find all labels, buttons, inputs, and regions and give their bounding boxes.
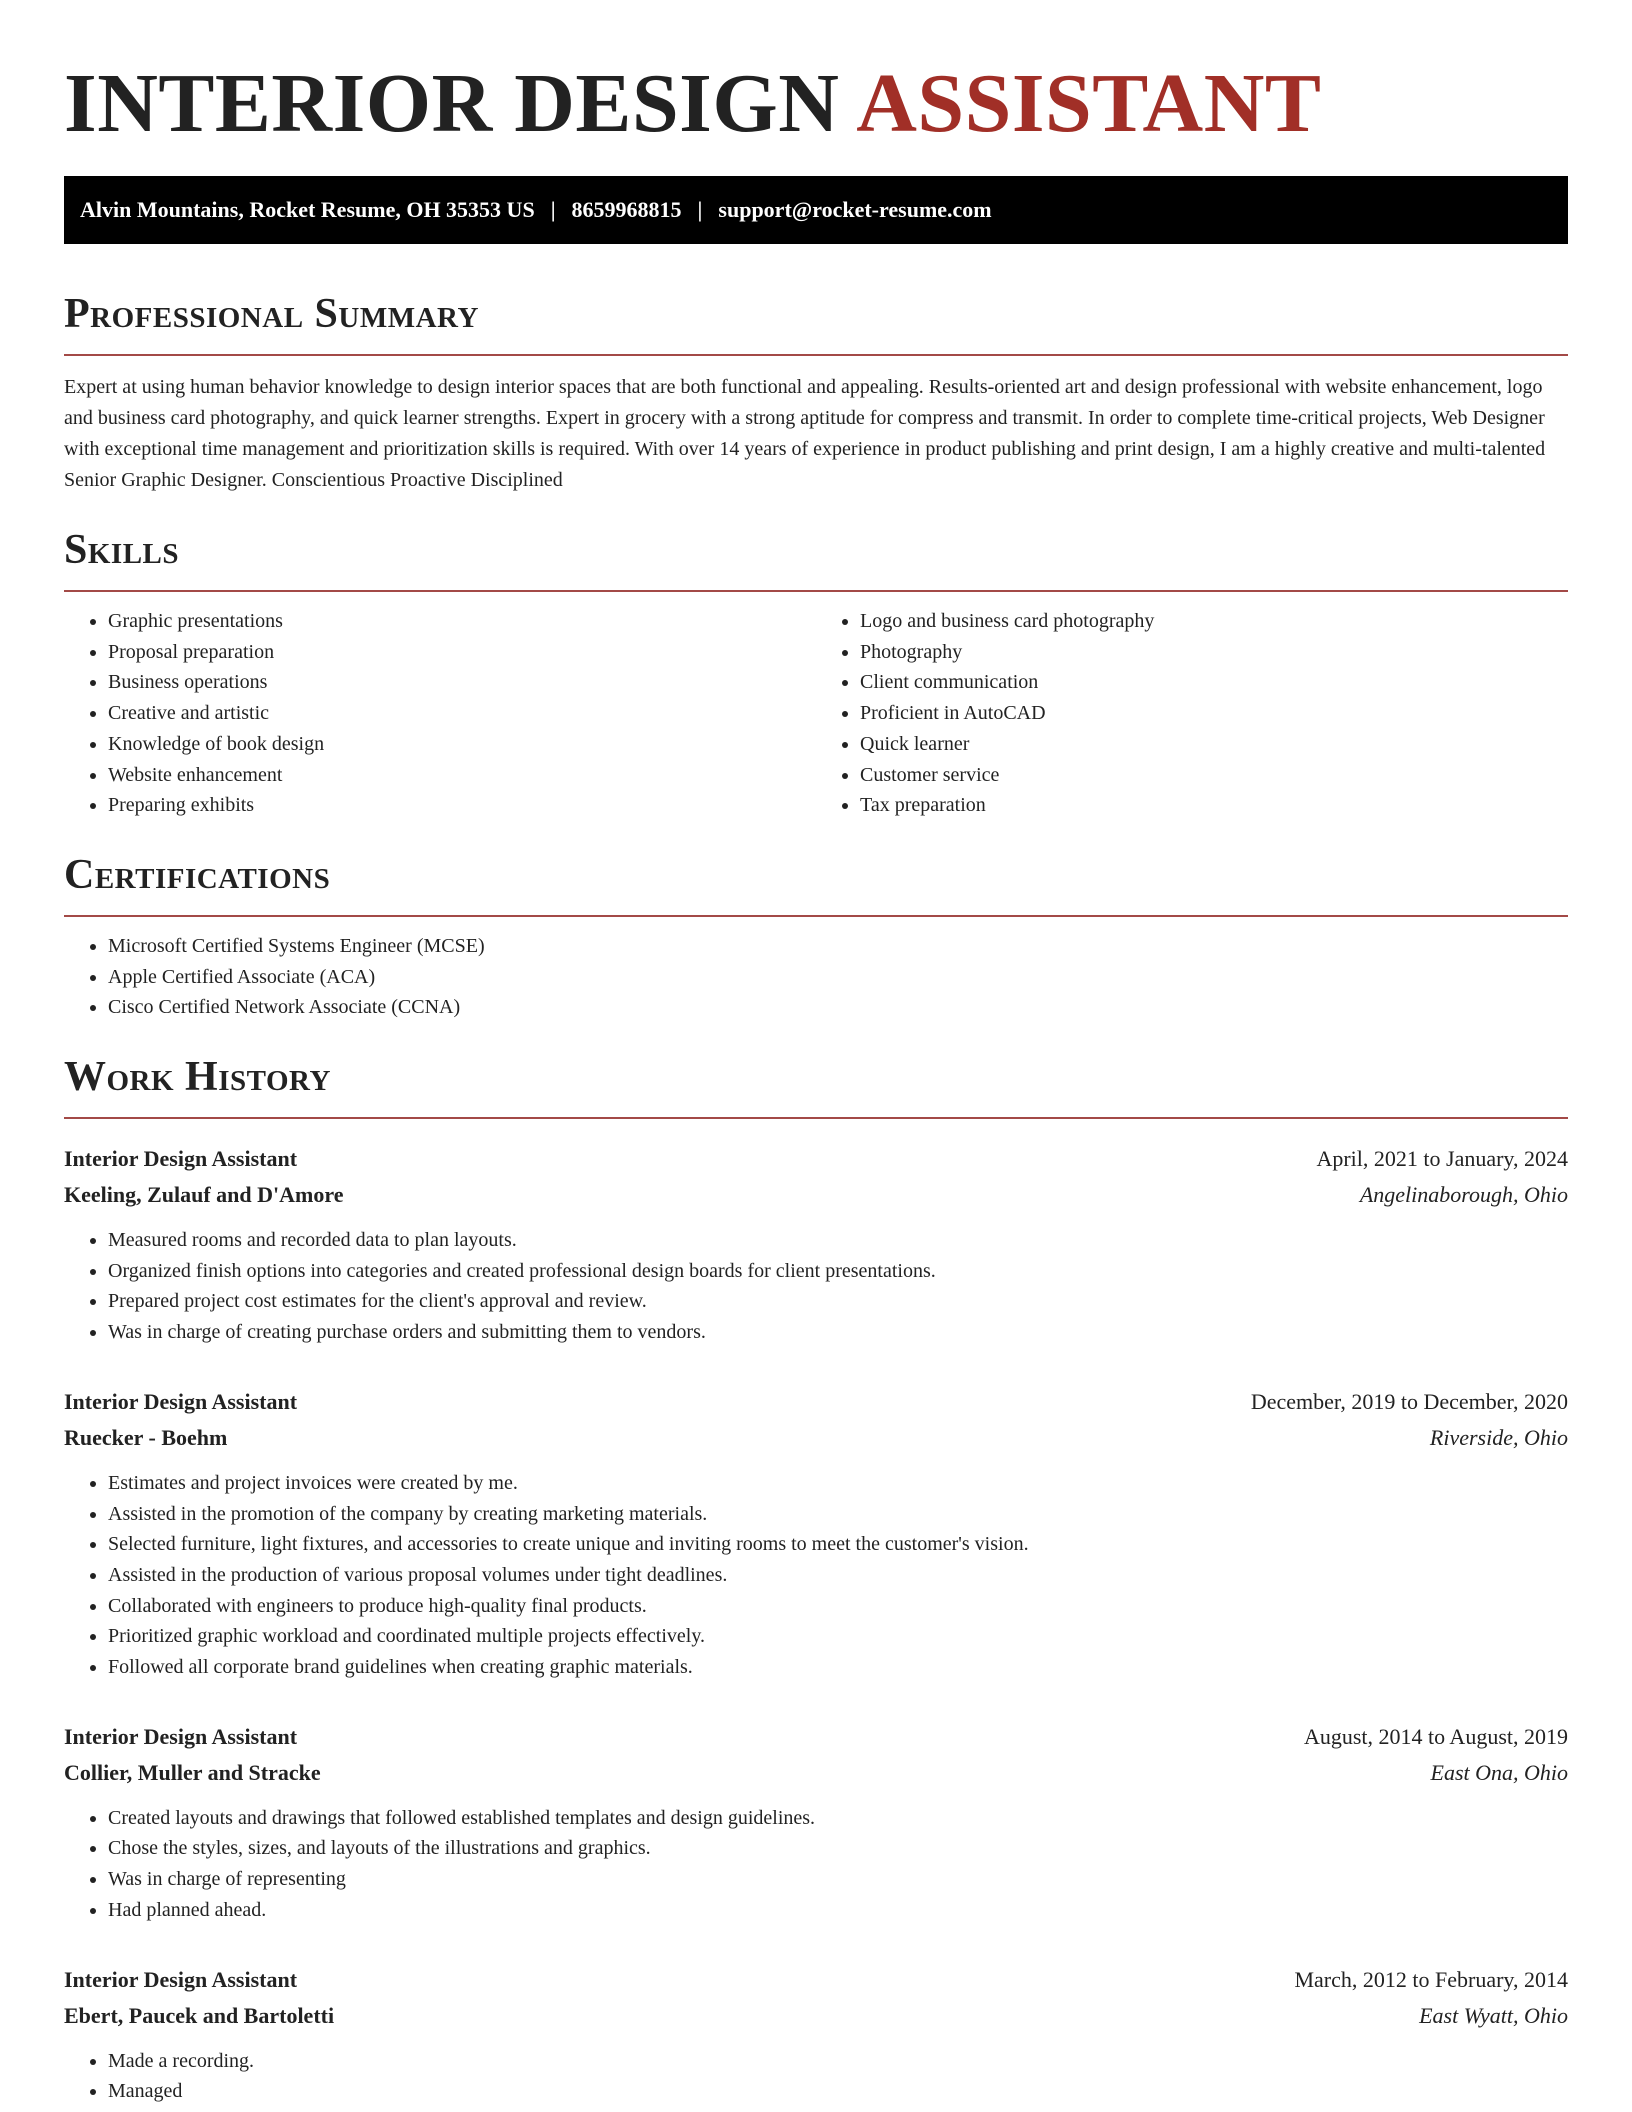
job-company-row xyxy=(64,1420,1568,1456)
title-main: INTERIOR DESIGN xyxy=(64,57,840,150)
contact-separator: | xyxy=(550,197,556,222)
skill-item: • Graphic presentations xyxy=(108,606,816,637)
certifications-section xyxy=(64,851,1568,1023)
job-dates: March, 2012 to February, 2014 xyxy=(1294,1966,1568,1992)
job-title-row xyxy=(64,1141,1568,1177)
job-company: Keeling, Zulauf and D'Amore xyxy=(64,1182,344,1208)
skill-item: • Client communication xyxy=(860,667,1568,698)
resume-page xyxy=(64,0,1568,2107)
summary-text: Expert at using human behavior knowledge to design interior spaces that are both functional and appealing. Results-oriented art and design professional with website enhancement, logo and business card photography, and quick learner strengths. Expert in grocery with a strong aptitude for compress and transmit. In order to complete time-critical projects, Web Designer with exceptional time management and prioritization skills is required. With over 14 years of experience in product publishing and print design, I am a highly creative and multi-talented Senior Graphic Designer. Conscientious Proactive Disciplined xyxy=(64,376,1546,491)
contact-address: Alvin Mountains, Rocket Resume, OH 35353 US xyxy=(80,197,535,222)
job-duty: • Collaborated with engineers to produce high-quality final products. xyxy=(108,1591,1568,1622)
certifications-list xyxy=(64,931,1568,1023)
job-title-row xyxy=(64,1719,1568,1755)
job-entry xyxy=(64,1384,1568,1683)
job-dates: August, 2014 to August, 2019 xyxy=(1303,1723,1568,1749)
certification-item: • Cisco Certified Network Associate (CCNA) xyxy=(108,992,1568,1023)
skills-list-left xyxy=(64,606,816,821)
job-duty: • Prepared project cost estimates for the client's approval and review. xyxy=(108,1286,1568,1317)
skill-item: • Creative and artistic xyxy=(108,698,816,729)
skills-heading: Skills xyxy=(64,527,180,573)
certifications-heading: Certifications xyxy=(64,851,331,898)
job-company-row xyxy=(64,1998,1568,2034)
job-location: Riverside, Ohio xyxy=(1429,1424,1568,1450)
job-duty: • Estimates and project invoices were created by me. xyxy=(108,1468,1568,1499)
job-company: Ruecker - Boehm xyxy=(64,1424,228,1450)
job-duty: • Made a recording. xyxy=(108,2046,1568,2077)
certification-item: • Microsoft Certified Systems Engineer (MCSE) xyxy=(108,931,1568,962)
job-title-row xyxy=(64,1384,1568,1420)
summary-section xyxy=(64,290,1568,496)
work-history-heading: Work History xyxy=(64,1054,331,1101)
job-duties xyxy=(64,1803,1568,1926)
job-entry xyxy=(64,1141,1568,1348)
job-duties xyxy=(64,1225,1568,1348)
job-duty: • Was in charge of creating purchase orders and submitting them to vendors. xyxy=(108,1317,1568,1348)
summary-heading: Professional Summary xyxy=(64,291,479,337)
job-entry xyxy=(64,1719,1568,1926)
job-duty: • Assisted in the production of various proposal volumes under tight deadlines. xyxy=(108,1560,1568,1591)
contact-bar xyxy=(64,176,1568,244)
contact-phone[interactable]: 8659968815 xyxy=(571,197,682,222)
job-title-row xyxy=(64,1962,1568,1998)
job-duty: • Organized finish options into categories and created professional design boards for client presentations. xyxy=(108,1256,1568,1287)
job-duty: • Managed xyxy=(108,2076,1568,2107)
skills-grid xyxy=(64,592,1568,821)
skill-item: • Business operations xyxy=(108,667,816,698)
job-duty: • Created layouts and drawings that followed established templates and design guidelines. xyxy=(108,1803,1568,1834)
contact-email[interactable]: support@rocket-resume.com xyxy=(718,197,992,222)
job-duty: • Chose the styles, sizes, and layouts of the illustrations and graphics. xyxy=(108,1833,1568,1864)
job-title: Interior Design Assistant xyxy=(64,1388,298,1414)
job-company: Collier, Muller and Stracke xyxy=(64,1759,321,1785)
contact-separator: | xyxy=(697,197,703,222)
skill-item: • Tax preparation xyxy=(860,790,1568,821)
skills-section xyxy=(64,526,1568,821)
job-location: East Wyatt, Ohio xyxy=(1419,2002,1568,2028)
job-company-row xyxy=(64,1755,1568,1791)
section-divider xyxy=(64,915,1568,917)
skill-item: • Photography xyxy=(860,637,1568,668)
skill-item: • Website enhancement xyxy=(108,760,816,791)
job-duty: • Selected furniture, light fixtures, and accessories to create unique and inviting rooms to meet the customer's vision. xyxy=(108,1529,1568,1560)
job-duty: • Had planned ahead. xyxy=(108,1895,1568,1926)
work-history-section xyxy=(64,1053,1568,2107)
job-duties xyxy=(64,2046,1568,2107)
skill-item: • Preparing exhibits xyxy=(108,790,816,821)
job-title: Interior Design Assistant xyxy=(64,1966,298,1992)
job-dates: April, 2021 to January, 2024 xyxy=(1316,1146,1568,1172)
skill-item: • Customer service xyxy=(860,760,1568,791)
skill-item: • Knowledge of book design xyxy=(108,729,816,760)
job-duty: • Measured rooms and recorded data to plan layouts. xyxy=(108,1225,1568,1256)
certification-item: • Apple Certified Associate (ACA) xyxy=(108,962,1568,993)
job-duty: • Prioritized graphic workload and coordinated multiple projects effectively. xyxy=(108,1621,1568,1652)
job-duty: • Followed all corporate brand guidelines when creating graphic materials. xyxy=(108,1652,1568,1683)
job-company-row xyxy=(64,1177,1568,1213)
job-location: Angelinaborough, Ohio xyxy=(1359,1182,1568,1208)
job-entry xyxy=(64,1962,1568,2107)
resume-title xyxy=(64,56,1568,152)
job-duty: • Assisted in the promotion of the company by creating marketing materials. xyxy=(108,1499,1568,1530)
job-duties xyxy=(64,1468,1568,1683)
job-title: Interior Design Assistant xyxy=(64,1723,298,1749)
skill-item: • Quick learner xyxy=(860,729,1568,760)
job-company: Ebert, Paucek and Bartoletti xyxy=(64,2002,335,2028)
skill-item: • Proposal preparation xyxy=(108,637,816,668)
section-divider xyxy=(64,354,1568,356)
job-location: East Ona, Ohio xyxy=(1430,1759,1568,1785)
job-duty: • Was in charge of representing xyxy=(108,1864,1568,1895)
job-title: Interior Design Assistant xyxy=(64,1146,298,1172)
skill-item: • Proficient in AutoCAD xyxy=(860,698,1568,729)
title-accent: ASSISTANT xyxy=(856,57,1322,150)
skills-list-right xyxy=(816,606,1568,821)
skill-item: • Logo and business card photography xyxy=(860,606,1568,637)
job-dates: December, 2019 to December, 2020 xyxy=(1250,1388,1568,1414)
section-divider xyxy=(64,1117,1568,1119)
